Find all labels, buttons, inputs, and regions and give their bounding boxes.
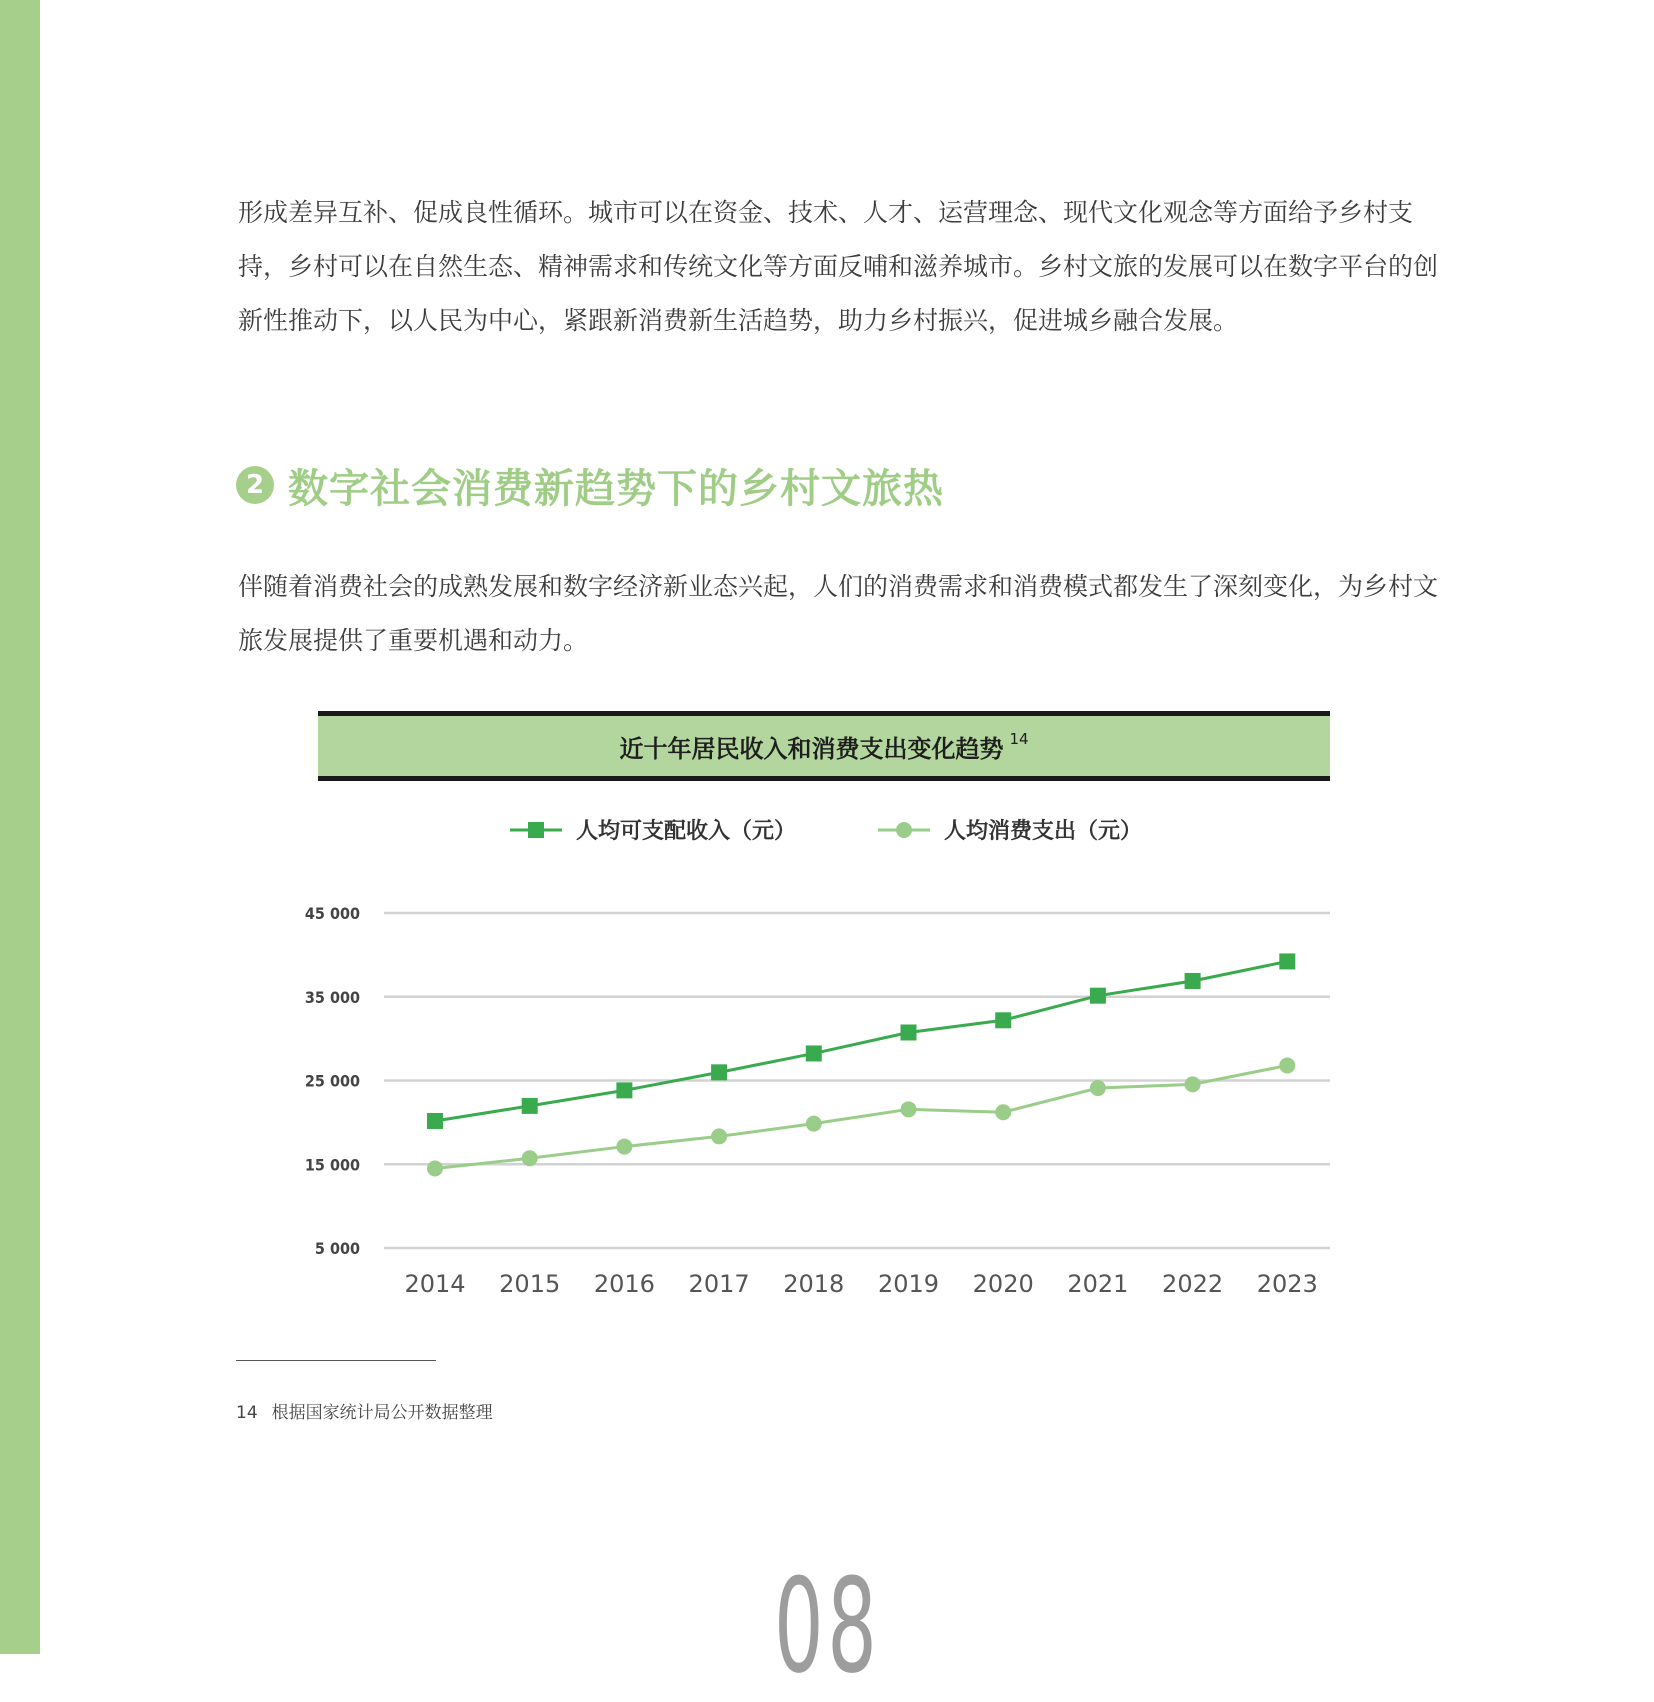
x-axis-ticks xyxy=(404,1270,1317,1298)
x-tick-label: 2021 xyxy=(1067,1270,1129,1298)
x-tick-label: 2018 xyxy=(783,1270,845,1298)
data-point-square xyxy=(427,1113,443,1129)
data-point-square xyxy=(995,1012,1011,1028)
data-point-square xyxy=(1090,988,1106,1004)
footnote xyxy=(236,1398,493,1423)
chart-legend xyxy=(510,818,1142,844)
data-point-circle xyxy=(616,1139,632,1155)
y-tick-label: 45 000 xyxy=(304,904,360,923)
section-title: 数字社会消费新趋势下的乡村文旅热 xyxy=(288,465,944,512)
x-tick-label: 2017 xyxy=(688,1270,750,1298)
y-tick-label: 25 000 xyxy=(304,1071,360,1091)
section-paragraph: 伴随着消费社会的成熟发展和数字经济新业态兴起，人们的消费需求和消费模式都发生了深刻变化，为乡村文旅发展提供了重要机遇和动力。 xyxy=(238,572,1439,655)
data-point-circle xyxy=(901,1101,917,1117)
data-point-square xyxy=(522,1098,538,1114)
x-tick-label: 2014 xyxy=(404,1270,466,1298)
data-point-circle xyxy=(522,1150,538,1166)
legend-label: 人均可支配收入（元） xyxy=(576,819,797,844)
data-point-circle xyxy=(995,1104,1011,1120)
legend-item xyxy=(510,818,796,844)
data-point-square xyxy=(711,1064,727,1080)
x-tick-label: 2020 xyxy=(972,1270,1034,1298)
chart-title-footnote-ref: 14 xyxy=(1009,729,1029,748)
data-point-circle xyxy=(711,1128,727,1144)
data-point-square xyxy=(1185,973,1201,989)
data-point-square xyxy=(806,1045,822,1061)
series-income xyxy=(427,953,1295,1129)
intro-paragraph: 形成差异互补、促成良性循环。城市可以在资金、技术、人才、运营理念、现代文化观念等方面给予乡村支持，乡村可以在自然生态、精神需求和传统文化等方面反哺和滋养城市。乡村文旅的发展可以在数字平台的创新性推动下，以人民为中心，紧跟新消费新生活趋势，助力乡村振兴，促进城乡融合发展。 xyxy=(238,198,1439,335)
legend-label: 人均消费支出（元） xyxy=(944,819,1143,844)
footnote-text: 根据国家统计局公开数据整理 xyxy=(271,1403,493,1423)
x-tick-label: 2015 xyxy=(499,1270,561,1298)
x-tick-label: 2019 xyxy=(877,1270,940,1298)
chart-title-text: 近十年居民收入和消费支出变化趋势 xyxy=(619,734,1004,763)
y-tick-label: 15 000 xyxy=(304,1155,360,1175)
data-point-circle xyxy=(427,1161,443,1177)
section-number-badge: 2 xyxy=(236,466,274,504)
data-point-circle xyxy=(1279,1057,1295,1073)
data-point-square xyxy=(901,1024,917,1040)
chart-series xyxy=(427,953,1295,1176)
footnote-number: 14 xyxy=(236,1403,258,1423)
series-consumption xyxy=(427,1057,1295,1176)
legend-item xyxy=(878,818,1142,844)
page-number: 08 xyxy=(774,1550,881,1702)
data-point-circle xyxy=(806,1116,822,1132)
legend-marker-circle xyxy=(896,822,912,838)
data-point-circle xyxy=(1090,1080,1106,1096)
data-point-square xyxy=(616,1082,632,1098)
footnote-divider xyxy=(236,1360,436,1361)
legend-marker-square xyxy=(528,822,544,838)
y-axis-ticks xyxy=(305,904,360,1258)
x-tick-label: 2022 xyxy=(1162,1270,1224,1298)
y-tick-label: 35 000 xyxy=(304,987,360,1007)
series-line xyxy=(435,961,1287,1121)
x-tick-label: 2023 xyxy=(1256,1270,1318,1298)
data-point-circle xyxy=(1185,1076,1201,1092)
x-tick-label: 2016 xyxy=(593,1270,655,1298)
y-tick-label: 5 000 xyxy=(314,1239,360,1258)
data-point-square xyxy=(1279,953,1295,969)
